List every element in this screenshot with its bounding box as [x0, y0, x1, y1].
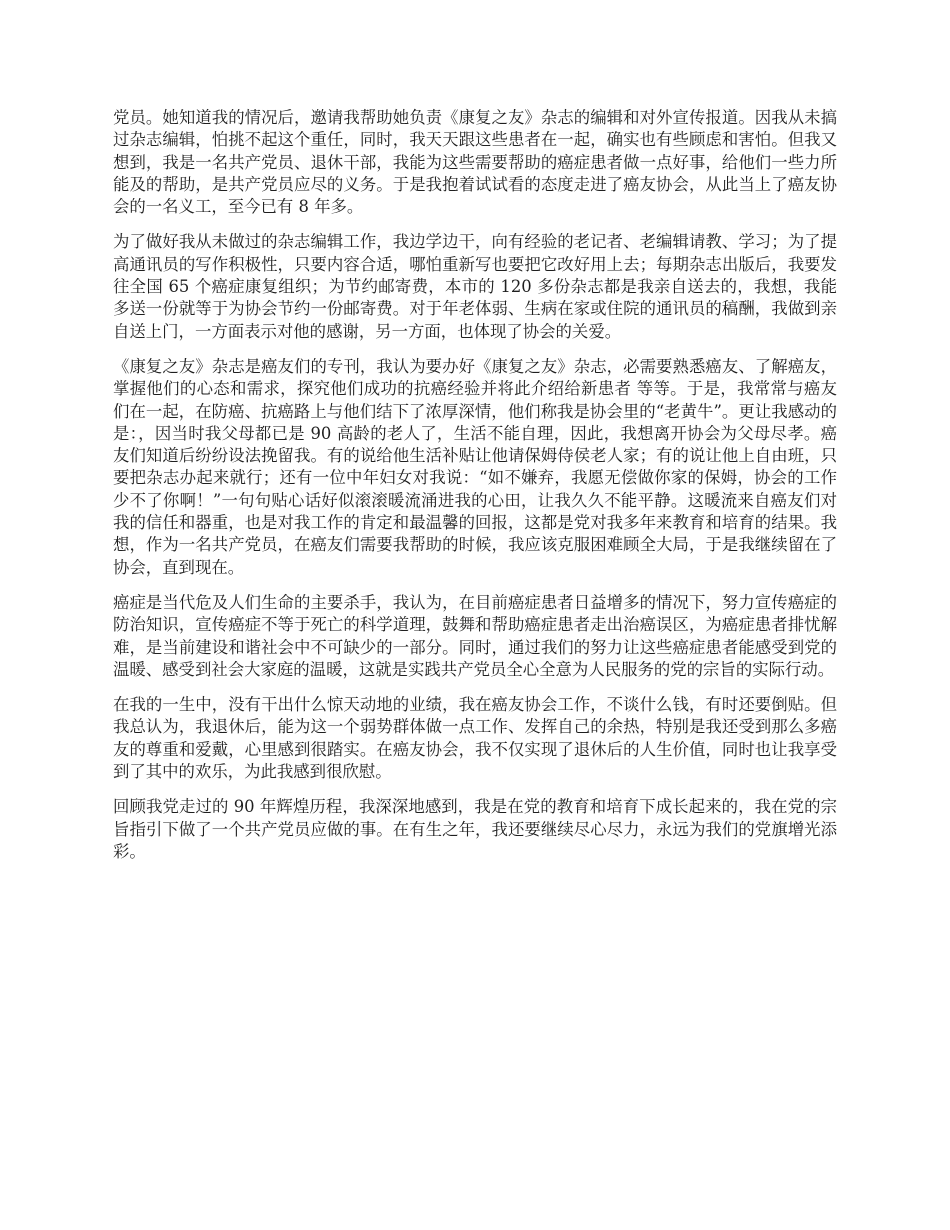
paragraph-4: 癌症是当代危及人们生命的主要杀手，我认为，在目前癌症患者日益增多的情况下，努力宣传癌症的防治知识，宣传癌症不等于死亡的科学道理，鼓舞和帮助癌症患者走出治癌误区，为癌症患者排忧解难，是当前建设和谐社会中不可缺少的一部分。同时，通过我们的努力让这些癌症患者能感受到党的温暖、感受到社会大家庭的温暖，这就是实践共产党员全心全意为人民服务的党的宗旨的实际行动。: [113, 592, 837, 679]
paragraph-6: 回顾我党走过的 90 年辉煌历程，我深深地感到，我是在党的教育和培育下成长起来的，我在党的宗旨指引下做了一个共产党员应做的事。在有生之年，我还要继续尽心尽力，永远为我们的党旗增光添彩。: [113, 797, 837, 861]
document-body: [113, 107, 837, 876]
paragraph-5: 在我的一生中，没有干出什么惊天动地的业绩，我在癌友协会工作，不谈什么钱，有时还要倒贴。但我总认为，我退休后，能为这一个弱势群体做一点工作、发挥自己的余热，特别是我还受到那么多癌友的尊重和爱戴，心里感到很踏实。在癌友协会，我不仅实现了退休后的人生价值，同时也让我享受到了其中的欢乐，为此我感到很欣慰。: [113, 695, 837, 782]
paragraph-3: 《康复之友》杂志是癌友们的专刊，我认为要办好《康复之友》杂志，必需要熟悉癌友、了解癌友，掌握他们的心态和需求，探究他们成功的抗癌经验并将此介绍给新患者 等等。于是，我常常与癌友们在一起，在防癌、抗癌路上与他们结下了浓厚深情，他们称我是协会里的“老黄牛”。更让我感动的是：，因当时我父母都已是 90 高龄的老人了，生活不能自理，因此，我想离开协会为父母尽孝。癌友们知道后纷纷设法挽留我。有的说给他生活补贴让他请保姆侍侯老人家；有的说让他上自由班，只要把杂志办起来就行；还有一位中年妇女对我说：“如不嫌弃，我愿无偿做你家的保姆，协会的工作少不了你啊！”一句句贴心话好似滚滚暖流涌进我的心田，让我久久不能平静。这暖流来自癌友们对我的信任和器重，也是对我工作的肯定和最温馨的回报，这都是党对我多年来教育和培育的结果。我想，作为一名共产党员，在癌友们需要我帮助的时候，我应该克服困难顾全大局，于是我继续留在了协会，直到现在。: [113, 356, 837, 577]
paragraph-1: 党员。她知道我的情况后，邀请我帮助她负责《康复之友》杂志的编辑和对外宣传报道。因我从未搞过杂志编辑，怕挑不起这个重任，同时，我天天跟这些患者在一起，确实也有些顾虑和害怕。但我又想到，我是一名共产党员、退休干部，我能为这些需要帮助的癌症患者做一点好事，给他们一些力所能及的帮助，是共产党员应尽的义务。于是我抱着试试看的态度走进了癌友协会，从此当上了癌友协会的一名义工，至今已有 8 年多。: [113, 108, 837, 217]
paragraph-2: 为了做好我从未做过的杂志编辑工作，我边学边干，向有经验的老记者、老编辑请教、学习；为了提高通讯员的写作积极性，只要内容合适，哪怕重新写也要把它改好用上去；每期杂志出版后，我要发往全国 65 个癌症康复组织；为节约邮寄费，本市的 120 多份杂志都是我亲自送去的，我想，我能多送一份就等于为协会节约一份邮寄费。对于年老体弱、生病在家或住院的通讯员的稿酬，我做到亲自送上门，一方面表示对他的感谢，另一方面，也体现了协会的关爱。: [113, 232, 837, 341]
